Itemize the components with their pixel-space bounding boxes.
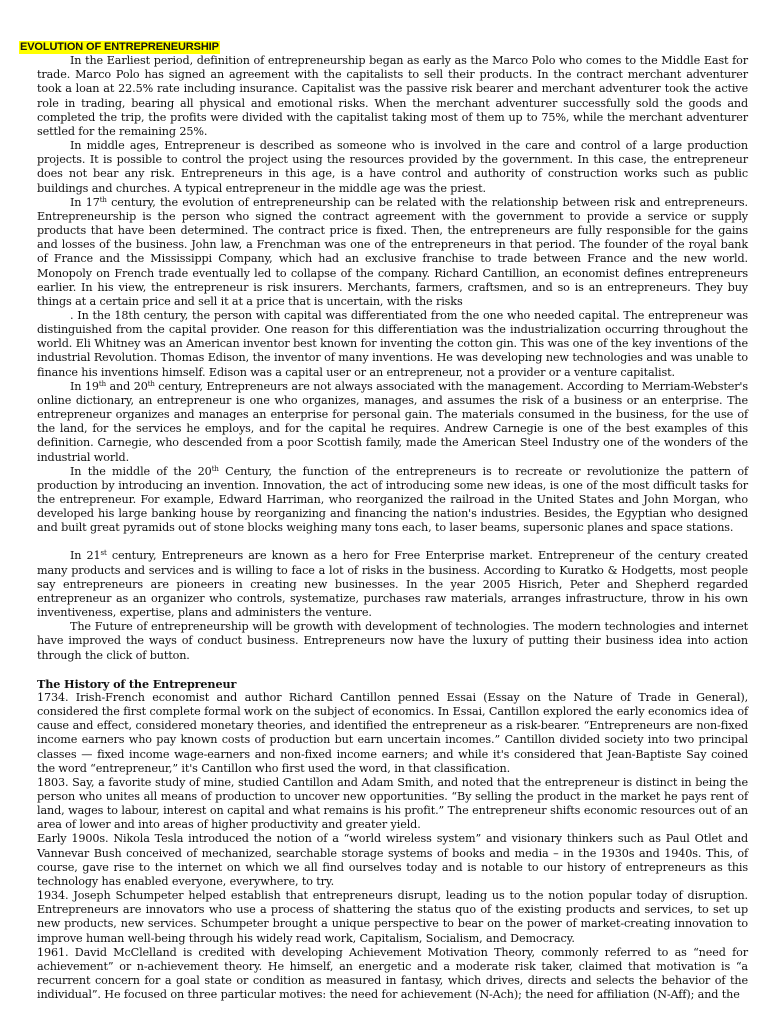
document-title: EVOLUTION OF ENTREPRENEURSHIP [20,41,219,53]
paragraph-mid-20th-century: In the middle of the 20th Century, the function of the entrepreneurs is to recreate or revolutionize the pattern of production by introducing an invention. Innovation, the act of introducing some new ideas, is one of the most difficult tasks for the entrepreneur. For example, Edward Harriman, who reorganized the railroad in the United States and John Morgan, who developed his large banking house by reorganizing and financing the nation's industries. Besides, the Egyptian who designed and built great pyramids out of stone blocks weighing many tons each, to laser beams, supersonic planes and space stations. [37,464,749,535]
paragraph-18th-century: . In the 18th century, the person with capital was differentiated from the one who needed capital. The entrepreneur was distinguished from the capital provider. One reason for this differentiation was the industrialization occurring throughout the world. Eli Whitney was an American inventor best known for inventing the cotton gin. This was one of the key inventions of the industrial Revolution. Thomas Edison, the inventor of many inventions. He was developing new technologies and was unable to finance his inventions himself. Edison was a capital user or an entrepreneur, not a provider or a venture capitalist. [37,308,748,379]
history-item-1803: 1803. Say, a favorite study of mine, studied Cantillon and Adam Smith, and noted that the entrepreneur is distinct in being the person who unites all means of production to uncover new opportunities. “By selling the product in the market he pays rent of land, wages to labour, interest on capital and what remains is his profit.” The entrepreneur shifts economic resources out of an area of lower and into areas of higher productivity and greater yield. [37,775,748,832]
paragraph-21st-century: In 21st century, Entrepreneurs are known as a hero for Free Enterprise market. Entrepreneur of the century created many products and services and is willing to face a lot of risks in the business. According to Kuratko & Hodgetts, most people say entrepreneurs are pioneers in creating new businesses. In the year 2005 Hisrich, Peter and Shepherd regarded entrepreneur as an organizer who controls, systematize, purchases raw materials, arranges infrastructure, throw in his own inventiveness, expertise, plans and administers the venture. [37,549,748,620]
history-item-early-1900s: Early 1900s. Nikola Tesla introduced the notion of a “world wireless system” and visionary thinkers such as Paul Otlet and Vannevar Bush conceived of mechanized, searchable storage systems of books and media – in the 1930s and 1940s. This, of course, gave rise to the internet on which we all find ourselves today and is notable to our history of entrepreneurs as this technology has enabled everyone, everywhere, to try. [37,832,748,888]
paragraph-earliest-period: In the Earliest period, definition of entrepreneurship began as early as the Marco Polo who comes to the Middle East for trade. Marco Polo has signed an agreement with the capitalists to sell their products. In the contract merchant adventurer took a loan at 22.5% rate including insurance. Capitalist was the passive risk bearer and merchant adventurer took the active role in trading, bearing all physical and emotional risks. When the merchant adventurer successfully sold the goods and completed the trip, the profits were divided with the capitalist taking most of them up to 75%, while the merchant adventurer settled for the remaining 25%. [37,54,748,138]
paragraph-19th-20th-century: In 19th and 20th century, Entrepreneurs are not always associated with the management. According to Merriam-Webster's online dictionary, an entrepreneur is one who organizes, manages, and assumes the risk of a business or an enterprise. The entrepreneur organizes and manages an enterprise for personal gain. The materials consumed in the business, for the use of the land, for the services he employs, and for the capital he requires. Andrew Carnegie is one of the best examples of this definition. Carnegie, who descended from a poor Scottish family, made the American Steel Industry one of the wonders of the industrial world. [37,379,748,464]
paragraph-future: The Future of entrepreneurship will be growth with development of technologies. The modern technologies and internet have improved the ways of conduct business. Entrepreneurs now have the luxury of putting their business idea into action through the click of button. [37,620,748,662]
history-item-1961: 1961. David McClelland is credited with developing Achievement Motivation Theory, commonly referred to as “need for achievement” or n-achievement theory. He himself, an energetic and a moderate risk taker, claimed that motivation is “a recurrent concern for a goal state or condition as measured in fantasy, which drives, directs and selects the behavior of the individual”. He focused on three particular motives: the need for achievement (N-Ach); the need for affiliation (N-Aff); and the [37,945,748,1002]
history-heading: The History of the Entrepreneur [37,676,237,691]
paragraph-middle-ages: In middle ages, Entrepreneur is described as someone who is involved in the care and control of a large production projects. It is possible to control the project using the resources provided by the government. In this case, the entrepreneur does not bear any risk. Entrepreneurs in this age, is a have control and authority of construction works such as public buildings and churches. A typical entrepreneur in the middle age was the priest. [37,139,748,195]
paragraph-17th-century: In 17th century, the evolution of entrepreneurship can be related with the relationship between risk and entrepreneurs. Entrepreneurship is the person who signed the contract agreement with the government to provide a service or supply products that have been determined. The contract price is fixed. Then, the entrepreneurs are fully responsible for the gains and losses of the business. John law, a Frenchman was one of the entrepreneurs in that period. The founder of the royal bank of France and the Mississippi Company, which had an exclusive franchise to trade between France and the new world. Monopoly on French trade eventually led to collapse of the company. Richard Cantillion, an economist defines entrepreneurs earlier. In his view, the entrepreneur is risk insurers. Merchants, farmers, craftsmen, and so is an entrepreneurs. They buy things at a certain price and sell it at a price that is uncertain, with the risks [37,195,748,308]
history-item-1734: 1734. Irish-French economist and author Richard Cantillon penned Essai (Essay on the Nature of Trade in General), considered the first complete formal work on the subject of economics. In Essai, Cantillon explored the early economics idea of cause and effect, considered monetary theories, and identified the entrepreneur as a risk-bearer. “Entrepreneurs are non-fixed income earners who pay known costs of production but earn uncertain incomes.” Cantillon divided society into two principal classes — fixed income wage-earners and non-fixed income earners; and while it's considered that Jean-Baptiste Say coined the word “entrepreneur,” it's Cantillon who first used the word, in that classification. [37,690,748,775]
history-item-1934: 1934. Joseph Schumpeter helped establish that entrepreneurs disrupt, leading us to the notion popular today of disruption. Entrepreneurs are innovators who use a process of shattering the status quo of the existing products and services, to set up new products, new services. Schumpeter brought a unique perspective to bear on the power of market-creating innovation to improve human well-being through his widely read work, Capitalism, Socialism, and Democracy. [37,889,748,945]
